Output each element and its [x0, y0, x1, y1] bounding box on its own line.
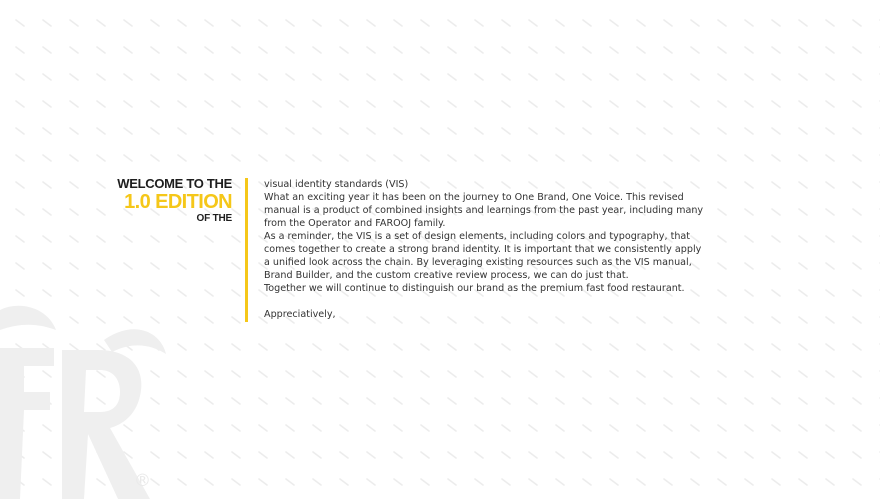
registered-mark: ® — [134, 471, 151, 491]
welcome-letter — [264, 178, 744, 321]
letter-line: from the Operator and FAROOJ family. — [264, 218, 446, 229]
letter-line: Together we will continue to distinguish our brand as the premium fast food restaurant. — [264, 283, 685, 294]
letter-line: comes together to create a strong brand identity. It is important that we consistently apply — [264, 244, 702, 255]
letter-line: As a reminder, the VIS is a set of design elements, including colors and typography, that — [264, 231, 691, 242]
brand-logo-watermark — [0, 300, 170, 499]
letter-line: visual identity standards (VIS) — [264, 179, 409, 190]
letter-signoff: Appreciatively, — [264, 309, 336, 320]
letter-line: a unified look across the chain. By leveraging existing resources such as the VIS manual, — [264, 257, 692, 268]
letter-line: manual is a product of combined insights and learnings from the past year, including many — [264, 205, 704, 216]
letter-line: What an exciting year it has been on the journey to One Brand, One Voice. This revised — [264, 192, 684, 203]
title-line-edition: 1.0 EDITION — [124, 191, 232, 213]
edition-title — [96, 176, 232, 225]
accent-divider — [245, 178, 248, 322]
title-line-welcome: WELCOME TO THE — [117, 176, 232, 191]
letter-line: Brand Builder, and the custom creative review process, we can do just that. — [264, 270, 629, 281]
title-line-of-the: OF THE — [196, 213, 232, 224]
